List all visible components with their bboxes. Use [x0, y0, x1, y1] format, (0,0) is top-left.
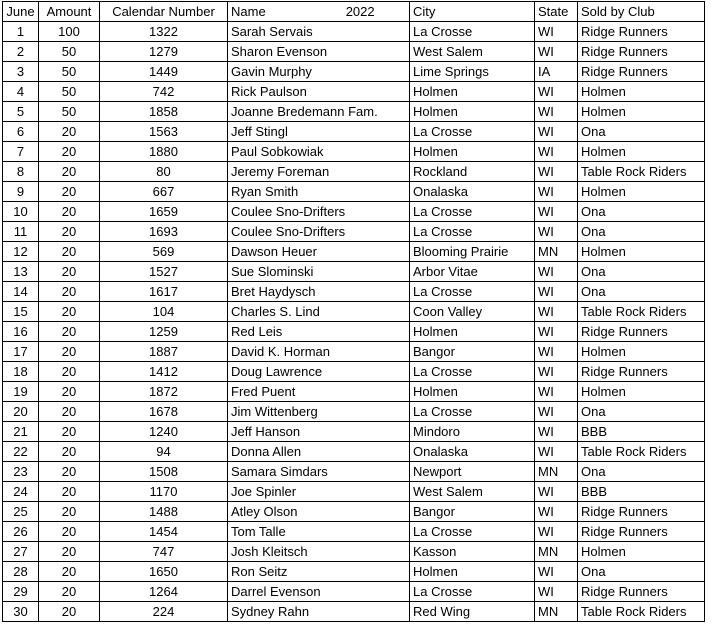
- cell-calendar-number[interactable]: 1527: [100, 262, 228, 282]
- table-row: [3, 382, 705, 402]
- cell-state[interactable]: WI: [535, 222, 578, 242]
- cell-city[interactable]: Mindoro: [410, 422, 535, 442]
- cell-state[interactable]: WI: [535, 302, 578, 322]
- cell-name[interactable]: Tom Talle: [228, 522, 410, 542]
- cell-name[interactable]: Samara Simdars: [228, 462, 410, 482]
- cell-city[interactable]: Lime Springs: [410, 62, 535, 82]
- cell-amount[interactable]: 20: [39, 302, 100, 322]
- cell-city[interactable]: Holmen: [410, 562, 535, 582]
- cell-state[interactable]: WI: [535, 582, 578, 602]
- cell-amount[interactable]: 20: [39, 542, 100, 562]
- cell-amount[interactable]: 20: [39, 162, 100, 182]
- table-row: [3, 462, 705, 482]
- cell-sold-by-club[interactable]: Ona: [578, 222, 705, 242]
- cell-amount[interactable]: 20: [39, 262, 100, 282]
- cell-june[interactable]: 4: [3, 82, 39, 102]
- cell-name[interactable]: Jeff Stingl: [228, 122, 410, 142]
- cell-name[interactable]: Ron Seitz: [228, 562, 410, 582]
- cell-state[interactable]: WI: [535, 162, 578, 182]
- cell-calendar-number[interactable]: 1488: [100, 502, 228, 522]
- cell-sold-by-club[interactable]: BBB: [578, 482, 705, 502]
- header-name-wrap: [231, 2, 406, 21]
- cell-name[interactable]: Red Leis: [228, 322, 410, 342]
- header-calendar-number[interactable]: Calendar Number: [100, 2, 228, 22]
- cell-name[interactable]: Paul Sobkowiak: [228, 142, 410, 162]
- cell-name[interactable]: Sydney Rahn: [228, 602, 410, 622]
- cell-sold-by-club[interactable]: Ona: [578, 262, 705, 282]
- table-row: [3, 162, 705, 182]
- cell-calendar-number[interactable]: 667: [100, 182, 228, 202]
- cell-amount[interactable]: 20: [39, 582, 100, 602]
- cell-name[interactable]: Jim Wittenberg: [228, 402, 410, 422]
- cell-june[interactable]: 17: [3, 342, 39, 362]
- cell-sold-by-club[interactable]: Ridge Runners: [578, 582, 705, 602]
- table-row: [3, 82, 705, 102]
- cell-calendar-number[interactable]: 1412: [100, 362, 228, 382]
- cell-city[interactable]: La Crosse: [410, 222, 535, 242]
- cell-june[interactable]: 23: [3, 462, 39, 482]
- header-amount[interactable]: Amount: [39, 2, 100, 22]
- cell-name[interactable]: Darrel Evenson: [228, 582, 410, 602]
- table-row: [3, 262, 705, 282]
- cell-state[interactable]: WI: [535, 22, 578, 42]
- cell-name[interactable]: Fred Puent: [228, 382, 410, 402]
- cell-sold-by-club[interactable]: Ona: [578, 562, 705, 582]
- cell-june[interactable]: 19: [3, 382, 39, 402]
- table-row: [3, 502, 705, 522]
- cell-amount[interactable]: 50: [39, 82, 100, 102]
- cell-name[interactable]: Joanne Bredemann Fam.: [228, 102, 410, 122]
- table-row: [3, 222, 705, 242]
- cell-sold-by-club[interactable]: BBB: [578, 422, 705, 442]
- cell-city[interactable]: La Crosse: [410, 22, 535, 42]
- cell-june[interactable]: 22: [3, 442, 39, 462]
- cell-june[interactable]: 30: [3, 602, 39, 622]
- spreadsheet: [2, 1, 705, 622]
- cell-city[interactable]: Rockland: [410, 162, 535, 182]
- cell-calendar-number[interactable]: 1650: [100, 562, 228, 582]
- cell-city[interactable]: Arbor Vitae: [410, 262, 535, 282]
- cell-state[interactable]: WI: [535, 502, 578, 522]
- table-row: [3, 122, 705, 142]
- cell-calendar-number[interactable]: 747: [100, 542, 228, 562]
- cell-state[interactable]: WI: [535, 322, 578, 342]
- cell-calendar-number[interactable]: 1693: [100, 222, 228, 242]
- cell-city[interactable]: Holmen: [410, 102, 535, 122]
- cell-name[interactable]: Atley Olson: [228, 502, 410, 522]
- cell-amount[interactable]: 20: [39, 362, 100, 382]
- cell-june[interactable]: 12: [3, 242, 39, 262]
- cell-amount[interactable]: 20: [39, 222, 100, 242]
- header-name-label: Name: [231, 4, 266, 19]
- cell-amount[interactable]: 50: [39, 42, 100, 62]
- cell-state[interactable]: WI: [535, 202, 578, 222]
- cell-calendar-number[interactable]: 742: [100, 82, 228, 102]
- cell-june[interactable]: 25: [3, 502, 39, 522]
- header-city[interactable]: City: [410, 2, 535, 22]
- header-sold-by-club[interactable]: Sold by Club: [578, 2, 705, 22]
- cell-calendar-number[interactable]: 1887: [100, 342, 228, 362]
- table-row: [3, 182, 705, 202]
- cell-name[interactable]: Dawson Heuer: [228, 242, 410, 262]
- cell-calendar-number[interactable]: 1617: [100, 282, 228, 302]
- cell-amount[interactable]: 100: [39, 22, 100, 42]
- table-row: [3, 562, 705, 582]
- cell-june[interactable]: 9: [3, 182, 39, 202]
- cell-calendar-number[interactable]: 104: [100, 302, 228, 322]
- cell-state[interactable]: WI: [535, 262, 578, 282]
- cell-calendar-number[interactable]: 1240: [100, 422, 228, 442]
- cell-city[interactable]: La Crosse: [410, 202, 535, 222]
- cell-calendar-number[interactable]: 1678: [100, 402, 228, 422]
- cell-name[interactable]: Sarah Servais: [228, 22, 410, 42]
- table-row: [3, 522, 705, 542]
- cell-june[interactable]: 26: [3, 522, 39, 542]
- cell-city[interactable]: Holmen: [410, 142, 535, 162]
- cell-amount[interactable]: 20: [39, 182, 100, 202]
- cell-sold-by-club[interactable]: Ona: [578, 402, 705, 422]
- cell-name[interactable]: Josh Kleitsch: [228, 542, 410, 562]
- header-june[interactable]: June: [3, 2, 39, 22]
- cell-amount[interactable]: 20: [39, 422, 100, 442]
- cell-sold-by-club[interactable]: Ona: [578, 462, 705, 482]
- cell-city[interactable]: La Crosse: [410, 122, 535, 142]
- cell-calendar-number[interactable]: 1170: [100, 482, 228, 502]
- cell-calendar-number[interactable]: 1322: [100, 22, 228, 42]
- cell-sold-by-club[interactable]: Ridge Runners: [578, 62, 705, 82]
- cell-calendar-number[interactable]: 1279: [100, 42, 228, 62]
- cell-amount[interactable]: 20: [39, 502, 100, 522]
- cell-state[interactable]: WI: [535, 562, 578, 582]
- cell-calendar-number[interactable]: 1449: [100, 62, 228, 82]
- cell-amount[interactable]: 20: [39, 282, 100, 302]
- cell-sold-by-club[interactable]: Table Rock Riders: [578, 162, 705, 182]
- cell-sold-by-club[interactable]: Holmen: [578, 82, 705, 102]
- cell-name[interactable]: Gavin Murphy: [228, 62, 410, 82]
- cell-city[interactable]: Holmen: [410, 82, 535, 102]
- table-body: [3, 22, 705, 622]
- cell-june[interactable]: 2: [3, 42, 39, 62]
- cell-calendar-number[interactable]: 1259: [100, 322, 228, 342]
- table-row: [3, 42, 705, 62]
- cell-name[interactable]: Charles S. Lind: [228, 302, 410, 322]
- cell-calendar-number[interactable]: 224: [100, 602, 228, 622]
- cell-name[interactable]: Bret Haydysch: [228, 282, 410, 302]
- table-row: [3, 442, 705, 462]
- table-row: [3, 582, 705, 602]
- table-row: [3, 302, 705, 322]
- cell-city[interactable]: Onalaska: [410, 182, 535, 202]
- cell-amount[interactable]: 20: [39, 602, 100, 622]
- cell-sold-by-club[interactable]: Holmen: [578, 142, 705, 162]
- cell-state[interactable]: WI: [535, 382, 578, 402]
- cell-june[interactable]: 13: [3, 262, 39, 282]
- cell-amount[interactable]: 20: [39, 382, 100, 402]
- cell-amount[interactable]: 20: [39, 562, 100, 582]
- cell-june[interactable]: 20: [3, 402, 39, 422]
- cell-june[interactable]: 14: [3, 282, 39, 302]
- cell-state[interactable]: MN: [535, 242, 578, 262]
- cell-state[interactable]: WI: [535, 402, 578, 422]
- table-row: [3, 362, 705, 382]
- cell-state[interactable]: WI: [535, 102, 578, 122]
- header-year: 2022: [345, 4, 375, 19]
- cell-name[interactable]: Sue Slominski: [228, 262, 410, 282]
- cell-june[interactable]: 18: [3, 362, 39, 382]
- cell-city[interactable]: Holmen: [410, 382, 535, 402]
- cell-state[interactable]: WI: [535, 142, 578, 162]
- cell-state[interactable]: WI: [535, 42, 578, 62]
- cell-amount[interactable]: 20: [39, 342, 100, 362]
- cell-sold-by-club[interactable]: Ridge Runners: [578, 322, 705, 342]
- cell-sold-by-club[interactable]: Ridge Runners: [578, 42, 705, 62]
- cell-calendar-number[interactable]: 1264: [100, 582, 228, 602]
- cell-amount[interactable]: 20: [39, 202, 100, 222]
- cell-city[interactable]: Onalaska: [410, 442, 535, 462]
- table-row: [3, 242, 705, 262]
- cell-sold-by-club[interactable]: Table Rock Riders: [578, 302, 705, 322]
- table-row: [3, 342, 705, 362]
- cell-city[interactable]: Newport: [410, 462, 535, 482]
- cell-amount[interactable]: 20: [39, 402, 100, 422]
- table-row: [3, 282, 705, 302]
- cell-calendar-number[interactable]: 80: [100, 162, 228, 182]
- table-row: [3, 202, 705, 222]
- table-row: [3, 422, 705, 442]
- table-row: [3, 482, 705, 502]
- cell-amount[interactable]: 20: [39, 442, 100, 462]
- cell-state[interactable]: IA: [535, 62, 578, 82]
- cell-amount[interactable]: 20: [39, 142, 100, 162]
- cell-calendar-number[interactable]: 1872: [100, 382, 228, 402]
- table-row: [3, 102, 705, 122]
- cell-calendar-number[interactable]: 1880: [100, 142, 228, 162]
- table-row: [3, 142, 705, 162]
- cell-calendar-number[interactable]: 1659: [100, 202, 228, 222]
- cell-amount[interactable]: 20: [39, 322, 100, 342]
- cell-name[interactable]: Rick Paulson: [228, 82, 410, 102]
- cell-state[interactable]: WI: [535, 522, 578, 542]
- cell-name[interactable]: Coulee Sno-Drifters: [228, 222, 410, 242]
- cell-sold-by-club[interactable]: Ridge Runners: [578, 22, 705, 42]
- cell-calendar-number[interactable]: 1508: [100, 462, 228, 482]
- cell-state[interactable]: WI: [535, 482, 578, 502]
- table-row: [3, 22, 705, 42]
- header-state[interactable]: State: [535, 2, 578, 22]
- cell-city[interactable]: West Salem: [410, 482, 535, 502]
- cell-calendar-number[interactable]: 1563: [100, 122, 228, 142]
- cell-june[interactable]: 29: [3, 582, 39, 602]
- cell-calendar-number[interactable]: 1858: [100, 102, 228, 122]
- cell-amount[interactable]: 50: [39, 62, 100, 82]
- cell-sold-by-club[interactable]: Ona: [578, 202, 705, 222]
- cell-amount[interactable]: 50: [39, 102, 100, 122]
- cell-june[interactable]: 5: [3, 102, 39, 122]
- cell-sold-by-club[interactable]: Holmen: [578, 342, 705, 362]
- cell-state[interactable]: MN: [535, 542, 578, 562]
- table-row: [3, 542, 705, 562]
- cell-state[interactable]: WI: [535, 362, 578, 382]
- cell-city[interactable]: Red Wing: [410, 602, 535, 622]
- cell-state[interactable]: WI: [535, 182, 578, 202]
- cell-sold-by-club[interactable]: Ona: [578, 122, 705, 142]
- header-row: [3, 2, 705, 22]
- cell-sold-by-club[interactable]: Holmen: [578, 542, 705, 562]
- cell-amount[interactable]: 20: [39, 462, 100, 482]
- cell-state[interactable]: WI: [535, 122, 578, 142]
- cell-name[interactable]: Coulee Sno-Drifters: [228, 202, 410, 222]
- cell-city[interactable]: Holmen: [410, 322, 535, 342]
- cell-june[interactable]: 3: [3, 62, 39, 82]
- cell-sold-by-club[interactable]: Holmen: [578, 102, 705, 122]
- table-row: [3, 602, 705, 622]
- cell-sold-by-club[interactable]: Table Rock Riders: [578, 602, 705, 622]
- cell-june[interactable]: 21: [3, 422, 39, 442]
- cell-calendar-number[interactable]: 1454: [100, 522, 228, 542]
- cell-city[interactable]: Bangor: [410, 502, 535, 522]
- cell-sold-by-club[interactable]: Ridge Runners: [578, 362, 705, 382]
- cell-name[interactable]: Sharon Evenson: [228, 42, 410, 62]
- cell-city[interactable]: West Salem: [410, 42, 535, 62]
- cell-june[interactable]: 6: [3, 122, 39, 142]
- cell-june[interactable]: 28: [3, 562, 39, 582]
- cell-sold-by-club[interactable]: Ridge Runners: [578, 522, 705, 542]
- cell-june[interactable]: 15: [3, 302, 39, 322]
- cell-calendar-number[interactable]: 94: [100, 442, 228, 462]
- header-name[interactable]: [228, 2, 410, 22]
- cell-name[interactable]: Joe Spinler: [228, 482, 410, 502]
- cell-amount[interactable]: 20: [39, 522, 100, 542]
- winners-table: [2, 1, 705, 622]
- cell-state[interactable]: WI: [535, 442, 578, 462]
- cell-state[interactable]: WI: [535, 422, 578, 442]
- table-row: [3, 322, 705, 342]
- cell-city[interactable]: La Crosse: [410, 362, 535, 382]
- cell-sold-by-club[interactable]: Ona: [578, 282, 705, 302]
- cell-amount[interactable]: 20: [39, 482, 100, 502]
- cell-june[interactable]: 16: [3, 322, 39, 342]
- cell-sold-by-club[interactable]: Table Rock Riders: [578, 442, 705, 462]
- cell-sold-by-club[interactable]: Holmen: [578, 382, 705, 402]
- cell-city[interactable]: Kasson: [410, 542, 535, 562]
- cell-sold-by-club[interactable]: Ridge Runners: [578, 502, 705, 522]
- cell-name[interactable]: David K. Horman: [228, 342, 410, 362]
- cell-state[interactable]: WI: [535, 82, 578, 102]
- cell-state[interactable]: MN: [535, 602, 578, 622]
- cell-sold-by-club[interactable]: Holmen: [578, 242, 705, 262]
- cell-june[interactable]: 11: [3, 222, 39, 242]
- cell-city[interactable]: La Crosse: [410, 402, 535, 422]
- cell-state[interactable]: WI: [535, 282, 578, 302]
- cell-name[interactable]: Donna Allen: [228, 442, 410, 462]
- cell-name[interactable]: Doug Lawrence: [228, 362, 410, 382]
- cell-state[interactable]: WI: [535, 342, 578, 362]
- cell-name[interactable]: Jeremy Foreman: [228, 162, 410, 182]
- table-row: [3, 402, 705, 422]
- cell-name[interactable]: Jeff Hanson: [228, 422, 410, 442]
- cell-city[interactable]: La Crosse: [410, 582, 535, 602]
- cell-state[interactable]: MN: [535, 462, 578, 482]
- cell-name[interactable]: Ryan Smith: [228, 182, 410, 202]
- cell-amount[interactable]: 20: [39, 122, 100, 142]
- cell-june[interactable]: 27: [3, 542, 39, 562]
- cell-june[interactable]: 24: [3, 482, 39, 502]
- cell-june[interactable]: 10: [3, 202, 39, 222]
- cell-city[interactable]: Coon Valley: [410, 302, 535, 322]
- cell-june[interactable]: 7: [3, 142, 39, 162]
- cell-june[interactable]: 8: [3, 162, 39, 182]
- cell-city[interactable]: La Crosse: [410, 282, 535, 302]
- cell-amount[interactable]: 20: [39, 242, 100, 262]
- cell-calendar-number[interactable]: 569: [100, 242, 228, 262]
- table-row: [3, 62, 705, 82]
- cell-sold-by-club[interactable]: Holmen: [578, 182, 705, 202]
- cell-june[interactable]: 1: [3, 22, 39, 42]
- cell-city[interactable]: La Crosse: [410, 522, 535, 542]
- cell-city[interactable]: Blooming Prairie: [410, 242, 535, 262]
- cell-city[interactable]: Bangor: [410, 342, 535, 362]
